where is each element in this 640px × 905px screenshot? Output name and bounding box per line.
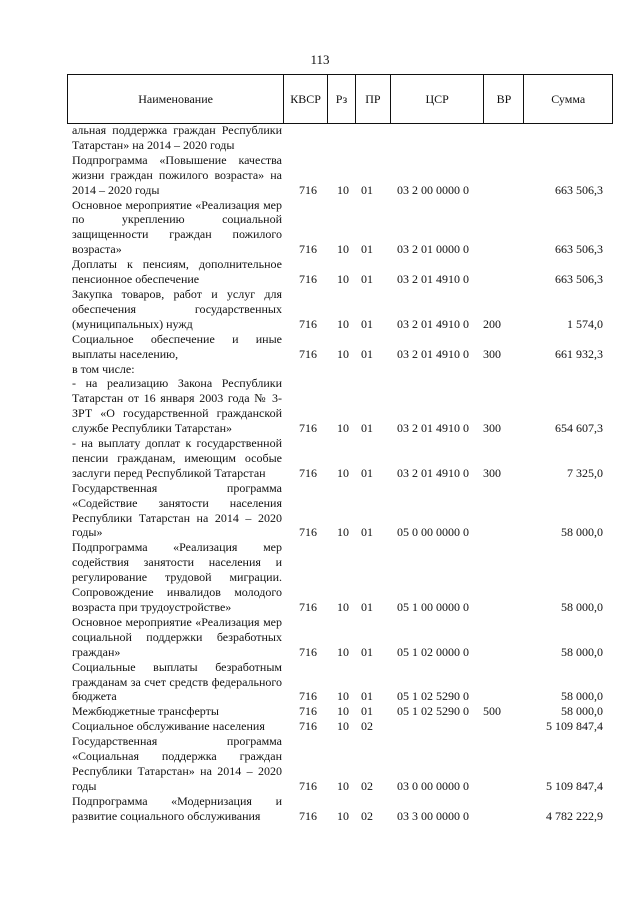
- row-pr: 01: [361, 600, 373, 614]
- row-csr: 05 1 02 0000 0: [397, 644, 469, 659]
- row-pr: 02: [361, 778, 373, 793]
- row-sum: 663 506,3: [555, 242, 603, 257]
- header-csr: ЦСР: [391, 75, 485, 123]
- row-rz: 10: [337, 644, 349, 659]
- row-vr: 500: [483, 704, 501, 719]
- row-vr: 200: [483, 316, 501, 331]
- row-kvsr: 716: [299, 465, 317, 480]
- row-csr: 03 2 01 4910 0: [397, 316, 469, 331]
- table-row: [67, 540, 613, 615]
- row-kvsr: 716: [299, 272, 317, 287]
- row-csr: 05 0 00 0000 0: [397, 525, 469, 540]
- table-row: [67, 719, 613, 734]
- table-row: [67, 660, 613, 705]
- table-row: [67, 481, 613, 541]
- table-row: [67, 287, 613, 332]
- row-rz: 10: [337, 465, 349, 480]
- row-name: Социальное обслуживание населения: [72, 719, 265, 734]
- table-row: [67, 376, 613, 436]
- row-rz: 10: [337, 182, 349, 197]
- row-pr: 01: [361, 182, 373, 197]
- row-rz: 10: [337, 272, 349, 287]
- table-row: [67, 257, 613, 287]
- table-row: [67, 332, 613, 362]
- row-name: Социальное обеспечение и иные выплаты населению,: [72, 331, 282, 361]
- row-pr: 02: [361, 808, 373, 823]
- row-name: альная поддержка граждан Республики Татарстан» на 2014 – 2020 годы: [72, 123, 282, 152]
- row-name: Доплаты к пенсиям, дополнительное пенсионное обеспечение: [72, 257, 282, 287]
- row-sum: 5 109 847,4: [546, 719, 603, 734]
- row-rz: 10: [337, 242, 349, 257]
- row-csr: 03 3 00 0000 0: [397, 808, 469, 823]
- row-csr: 03 2 00 0000 0: [397, 182, 469, 197]
- header-name: Наименование: [68, 75, 284, 123]
- row-pr: 01: [361, 644, 373, 659]
- table-header: [67, 74, 613, 124]
- row-name: - на реализацию Закона Республики Татарстан от 16 января 2003 года № 3-ЗРТ «О государственной гражданской службе Республики Татарстан»: [72, 376, 282, 436]
- row-name: Подпрограмма «Реализация мер содействия занятости населения и регулирование трудовой миграции. Сопровождение инвалидов молодого возраста при трудоустройстве»: [72, 540, 282, 614]
- row-kvsr: 716: [299, 346, 317, 361]
- row-kvsr: 716: [299, 689, 317, 704]
- row-name: Социальные выплаты безработным гражданам за счет средств федерального бюджета: [72, 659, 282, 704]
- page-number: 113: [310, 52, 330, 67]
- row-csr: 03 2 01 4910 0: [397, 465, 469, 480]
- row-rz: 10: [337, 689, 349, 704]
- table-body: [67, 123, 613, 824]
- row-rz: 10: [337, 346, 349, 361]
- row-sum: 654 607,3: [555, 421, 603, 436]
- row-pr: 01: [361, 689, 373, 704]
- row-pr: 01: [361, 272, 373, 287]
- row-rz: 10: [337, 704, 349, 719]
- row-name: Государственная программа «Социальная поддержка граждан Республики Татарстан» на 2014 – 2020 годы: [72, 734, 282, 793]
- row-csr: 03 2 01 0000 0: [397, 242, 469, 257]
- row-vr: 300: [483, 346, 501, 361]
- row-name: Подпрограмма «Повышение качества жизни граждан пожилого возраста» на 2014 – 2020 годы: [72, 152, 282, 197]
- header-kvsr: КВСР: [284, 75, 328, 123]
- row-csr: 03 2 01 4910 0: [397, 421, 469, 436]
- row-sum: 58 000,0: [561, 600, 603, 614]
- row-kvsr: 716: [299, 242, 317, 257]
- row-pr: 01: [361, 704, 373, 719]
- row-sum: 661 932,3: [555, 346, 603, 361]
- row-csr: 03 0 00 0000 0: [397, 778, 469, 793]
- table-row: [67, 615, 613, 660]
- row-rz: 10: [337, 778, 349, 793]
- row-sum: 5 109 847,4: [546, 778, 603, 793]
- header-pr: ПР: [356, 75, 391, 123]
- header-sum: Сумма: [551, 91, 586, 106]
- row-sum: 58 000,0: [561, 689, 603, 704]
- row-rz: 10: [337, 600, 349, 614]
- table-row: [67, 198, 613, 258]
- row-kvsr: 716: [299, 600, 317, 614]
- row-kvsr: 716: [299, 525, 317, 540]
- table-row: [67, 153, 613, 198]
- row-kvsr: 716: [299, 182, 317, 197]
- row-pr: 01: [361, 316, 373, 331]
- row-rz: 10: [337, 316, 349, 331]
- table-row: [67, 794, 613, 824]
- row-pr: 01: [361, 242, 373, 257]
- row-kvsr: 716: [299, 808, 317, 823]
- table-row: [67, 362, 613, 377]
- table-row: [67, 123, 613, 153]
- table-row: [67, 436, 613, 481]
- table-row: [67, 734, 613, 794]
- row-kvsr: 716: [299, 719, 317, 734]
- row-vr: 300: [483, 421, 501, 436]
- row-sum: 663 506,3: [555, 272, 603, 287]
- table-row: [67, 704, 613, 719]
- row-csr: 05 1 02 5290 0: [397, 689, 469, 704]
- row-kvsr: 716: [299, 421, 317, 436]
- row-sum: 4 782 222,9: [546, 808, 603, 823]
- row-name: Закупка товаров, работ и услуг для обеспечения государственных (муниципальных) нужд: [72, 286, 282, 331]
- row-csr: 03 2 01 4910 0: [397, 346, 469, 361]
- row-kvsr: 716: [299, 644, 317, 659]
- row-pr: 01: [361, 346, 373, 361]
- row-name: Государственная программа «Содействие занятости населения Республики Татарстан на 2014 – 2020 годы»: [72, 480, 282, 540]
- row-pr: 02: [361, 719, 373, 734]
- row-name: в том числе:: [72, 361, 135, 376]
- row-kvsr: 716: [299, 778, 317, 793]
- row-rz: 10: [337, 719, 349, 734]
- row-name: - на выплату доплат к государственной пенсии гражданам, имеющим особые заслуги перед Республикой Татарстан: [72, 436, 282, 480]
- row-name: Подпрограмма «Модернизация и развитие социального обслуживания: [72, 793, 282, 823]
- row-sum: 1 574,0: [567, 316, 603, 331]
- row-rz: 10: [337, 421, 349, 436]
- row-vr: 300: [483, 465, 501, 480]
- row-rz: 10: [337, 808, 349, 823]
- row-csr: 03 2 01 4910 0: [397, 272, 469, 287]
- row-rz: 10: [337, 525, 349, 540]
- row-pr: 01: [361, 421, 373, 436]
- row-pr: 01: [361, 465, 373, 480]
- row-csr: 05 1 00 0000 0: [397, 600, 469, 614]
- row-csr: 05 1 02 5290 0: [397, 704, 469, 719]
- row-pr: 01: [361, 525, 373, 540]
- row-sum: 663 506,3: [555, 182, 603, 197]
- header-vr: ВР: [484, 75, 524, 123]
- row-name: Межбюджетные трансферты: [72, 704, 219, 719]
- row-sum: 58 000,0: [561, 644, 603, 659]
- row-name: Основное мероприятие «Реализация мер по укреплению социальной защищенности граждан пожилого возраста»: [72, 197, 282, 257]
- row-sum: 58 000,0: [561, 525, 603, 540]
- row-kvsr: 716: [299, 316, 317, 331]
- row-sum: 7 325,0: [567, 465, 603, 480]
- row-kvsr: 716: [299, 704, 317, 719]
- header-rz: Рз: [328, 75, 356, 123]
- row-name: Основное мероприятие «Реализация мер социальной поддержки безработных граждан»: [72, 614, 282, 659]
- row-sum: 58 000,0: [561, 704, 603, 719]
